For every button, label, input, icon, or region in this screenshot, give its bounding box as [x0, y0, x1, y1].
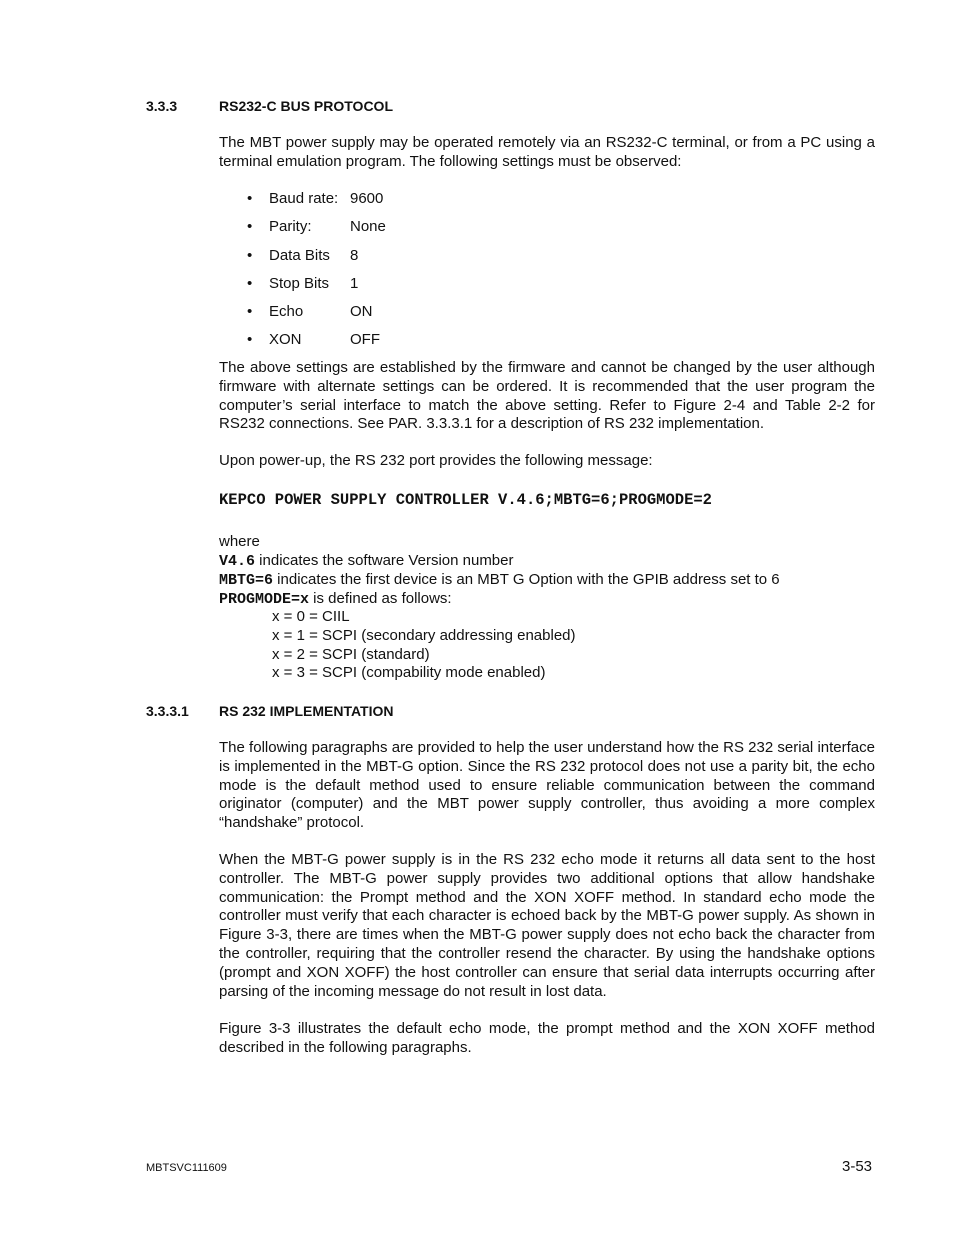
bullet-icon: • — [247, 247, 253, 264]
setting-name: Baud rate: — [269, 190, 339, 207]
definition-row — [219, 552, 514, 570]
definition-code: V4.6 — [219, 553, 256, 570]
setting-value: 1 — [350, 275, 359, 292]
definition-row — [219, 590, 452, 608]
startup-banner: KEPCO POWER SUPPLY CONTROLLER V.4.6;MBTG=6;PROGMODE=2 — [219, 491, 712, 509]
definition-code: PROGMODE=x — [219, 591, 310, 608]
bullet-icon: • — [247, 218, 253, 235]
setting-name: XON — [269, 331, 302, 348]
implementation-paragraph: Figure 3-3 illustrates the default echo mode, the prompt method and the XON XOFF method described in the following paragraphs. — [219, 1020, 875, 1056]
setting-name: Stop Bits — [269, 275, 330, 292]
powerup-paragraph: Upon power-up, the RS 232 port provides the following message: — [219, 452, 653, 469]
definition-text: indicates the software Version number — [255, 552, 514, 569]
page-number: 3-53 — [842, 1158, 873, 1175]
definition-row — [219, 571, 780, 589]
setting-name: Echo — [269, 303, 304, 320]
progmode-option: x = 0 = CIIL — [272, 608, 350, 625]
bullet-icon: • — [247, 275, 253, 292]
setting-name: Data Bits — [269, 247, 330, 264]
implementation-paragraph: When the MBT-G power supply is in the RS 232 echo mode it returns all data sent to the host controller. The MBT-G power supply provides two additional options that allow handshake communication: the Prompt method and the XON XOFF method. In standard echo mode the controller must verify that each character is echoed back by the MBT-G power supply. As shown in Figure 3-3, there are times when the MBT-G power supply does not echo back the character from the controller, requiring that the controller resend the character. By using the handshake options (prompt and XON XOFF) the host controller can ensure that serial data interrupts occurring after parsing of the incoming message do not result in lost data. — [219, 851, 875, 1000]
setting-value: None — [350, 218, 386, 235]
setting-value: 9600 — [350, 190, 384, 207]
bullet-icon: • — [247, 303, 253, 320]
setting-value: OFF — [350, 331, 380, 348]
definition-code: MBTG=6 — [219, 572, 274, 589]
bullet-icon: • — [247, 331, 253, 348]
subsection-number: 3.3.3.1 — [146, 703, 189, 719]
progmode-option: x = 2 = SCPI (standard) — [272, 646, 430, 663]
progmode-option: x = 3 = SCPI (compability mode enabled) — [272, 664, 546, 681]
definition-text: indicates the first device is an MBT G Option with the GPIB address set to 6 — [273, 571, 780, 588]
setting-value: 8 — [350, 247, 359, 264]
subsection-title: RS 232 IMPLEMENTATION — [219, 703, 394, 719]
progmode-option: x = 1 = SCPI (secondary addressing enabled) — [272, 627, 576, 644]
document-id: MBTSVC111609 — [146, 1162, 227, 1174]
bullet-icon: • — [247, 190, 253, 207]
section-title: RS232-C BUS PROTOCOL — [219, 98, 393, 114]
settings-note-paragraph: The above settings are established by the firmware and cannot be changed by the user although firmware with alternate settings can be ordered. It is recommended that the user program the computer’s serial interface to match the above setting. Refer to Figure 2-4 and Table 2-2 for RS232 connections. See PAR. 3.3.3.1 for a description of RS 232 implementation. — [219, 359, 875, 433]
section-number: 3.3.3 — [146, 98, 178, 114]
definition-text: is defined as follows: — [309, 590, 452, 607]
intro-paragraph: The MBT power supply may be operated remotely via an RS232-C terminal, or from a PC using a terminal emulation program. The following settings must be observed: — [219, 134, 875, 170]
setting-name: Parity: — [269, 218, 312, 235]
implementation-paragraph: The following paragraphs are provided to help the user understand how the RS 232 serial interface is implemented in the MBT-G option. Since the RS 232 protocol does not use a parity bit, the echo mode is the default method used to ensure reliable communication between the command originator (computer) and the MBT power supply controller, thus avoiding a more complex “handshake” protocol. — [219, 739, 875, 832]
setting-value: ON — [350, 303, 373, 320]
where-label: where — [219, 533, 260, 550]
